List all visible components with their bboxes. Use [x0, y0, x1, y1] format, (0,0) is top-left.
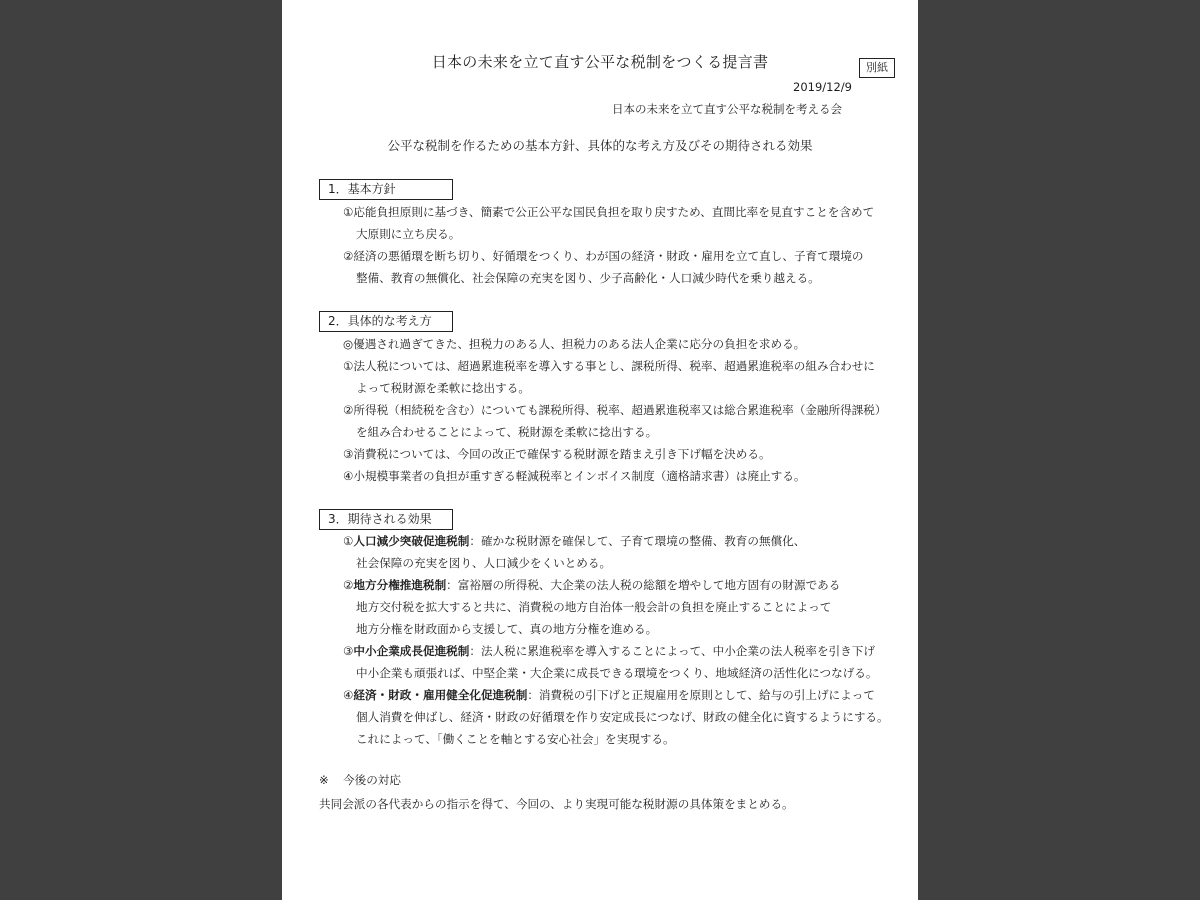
- organization-name: 日本の未来を立て直す公平な税制を考える会: [612, 102, 842, 116]
- section-2-line: よって税財源を柔軟に捻出する。: [356, 381, 530, 395]
- section-2-line: ②所得税（相続税を含む）についても課税所得、税率、超過累進税率又は総合累進税率（金融所得課税）: [343, 403, 887, 417]
- document-subtitle: 公平な税制を作るための基本方針、具体的な考え方及びその期待される効果: [387, 138, 813, 153]
- effect-item-text: ：富裕層の所得税、大企業の法人税の総額を増やして地方固有の財源である: [446, 578, 841, 592]
- effect-item-continuation: 個人消費を伸ばし、経済・財政の好循環を作り安定成長につなげ、財政の健全化に資するようにする。: [356, 710, 889, 724]
- effect-item-continuation: 中小企業も頑張れば、中堅企業・大企業に成長できる環境をつくり、地域経済の活性化につなげる。: [356, 666, 878, 680]
- effect-item-continuation: 地方分権を財政面から支援して、真の地方分権を進める。: [356, 622, 658, 636]
- attachment-label: 別紙: [859, 58, 895, 78]
- note-text: 共同会派の各代表からの指示を得て、今回の、より実現可能な税財源の具体策をまとめる。: [319, 797, 794, 811]
- effect-item-title: 地方分権推進税制: [353, 578, 447, 592]
- section-1-line: ②経済の悪循環を断ち切り、好循環をつくり、わが国の経済・財政・雇用を立て直し、子育て環境の: [343, 249, 864, 263]
- effect-item-number: ②: [343, 578, 354, 592]
- effect-item-2: [343, 577, 840, 593]
- effect-item-text: ：法人税に累進税率を導入することによって、中小企業の法人税率を引き下げ: [469, 644, 875, 658]
- section-3-heading: 3．期待される効果: [319, 509, 453, 530]
- section-2-line: を組み合わせることによって、税財源を柔軟に捻出する。: [356, 425, 658, 439]
- section-2-heading: 2．具体的な考え方: [319, 311, 453, 332]
- section-2-line: ①法人税については、超過累進税率を導入する事とし、課税所得、税率、超過累進税率の組み合わせに: [343, 359, 875, 373]
- effect-item-3: [343, 643, 875, 659]
- effect-item-text: ：消費税の引下げと正規雇用を原則として、給与の引上げによって: [527, 688, 875, 702]
- document-date: 2019/12/9: [793, 80, 852, 94]
- effect-item-1: [343, 533, 805, 549]
- document-page: [282, 0, 918, 900]
- effect-item-title: 中小企業成長促進税制: [353, 644, 470, 658]
- note-heading: 今後の対応: [343, 773, 401, 787]
- effect-item-continuation: 地方交付税を拡大すると共に、消費税の地方自治体一般会計の負担を廃止することによって: [356, 600, 832, 614]
- document-title: 日本の未来を立て直す公平な税制をつくる提言書: [431, 53, 769, 71]
- section-2-line: ③消費税については、今回の改正で確保する税財源を踏まえ引き下げ幅を決める。: [343, 447, 771, 461]
- section-2-line: ◎優遇され過ぎてきた、担税力のある人、担税力のある法人企業に応分の負担を求める。: [343, 337, 806, 351]
- section-1-line: 大原則に立ち戻る。: [356, 227, 461, 241]
- effect-item-number: ④: [343, 688, 354, 702]
- effect-item-number: ③: [343, 644, 354, 658]
- effect-item-title: 人口減少突破促進税制: [353, 534, 470, 548]
- section-1-heading: 1．基本方針: [319, 179, 453, 200]
- section-2-line: ④小規模事業者の負担が重すぎる軽減税率とインボイス制度（適格請求書）は廃止する。: [343, 469, 806, 483]
- note-mark: ※: [319, 773, 329, 787]
- effect-item-number: ①: [343, 534, 354, 548]
- effect-item-text: ：確かな税財源を確保して、子育て環境の整備、教育の無償化、: [469, 534, 806, 548]
- effect-item-4: [343, 687, 875, 703]
- effect-item-continuation: 社会保障の充実を図り、人口減少をくいとめる。: [356, 556, 612, 570]
- effect-item-title: 経済・財政・雇用健全化促進税制: [353, 688, 528, 702]
- section-1-line: ①応能負担原則に基づき、簡素で公正公平な国民負担を取り戻すため、直間比率を見直すことを含めて: [343, 205, 875, 219]
- effect-item-continuation: これによって、「働くことを軸とする安心社会」を実現する。: [356, 732, 675, 746]
- section-1-line: 整備、教育の無償化、社会保障の充実を図り、少子高齢化・人口減少時代を乗り越える。: [356, 271, 820, 285]
